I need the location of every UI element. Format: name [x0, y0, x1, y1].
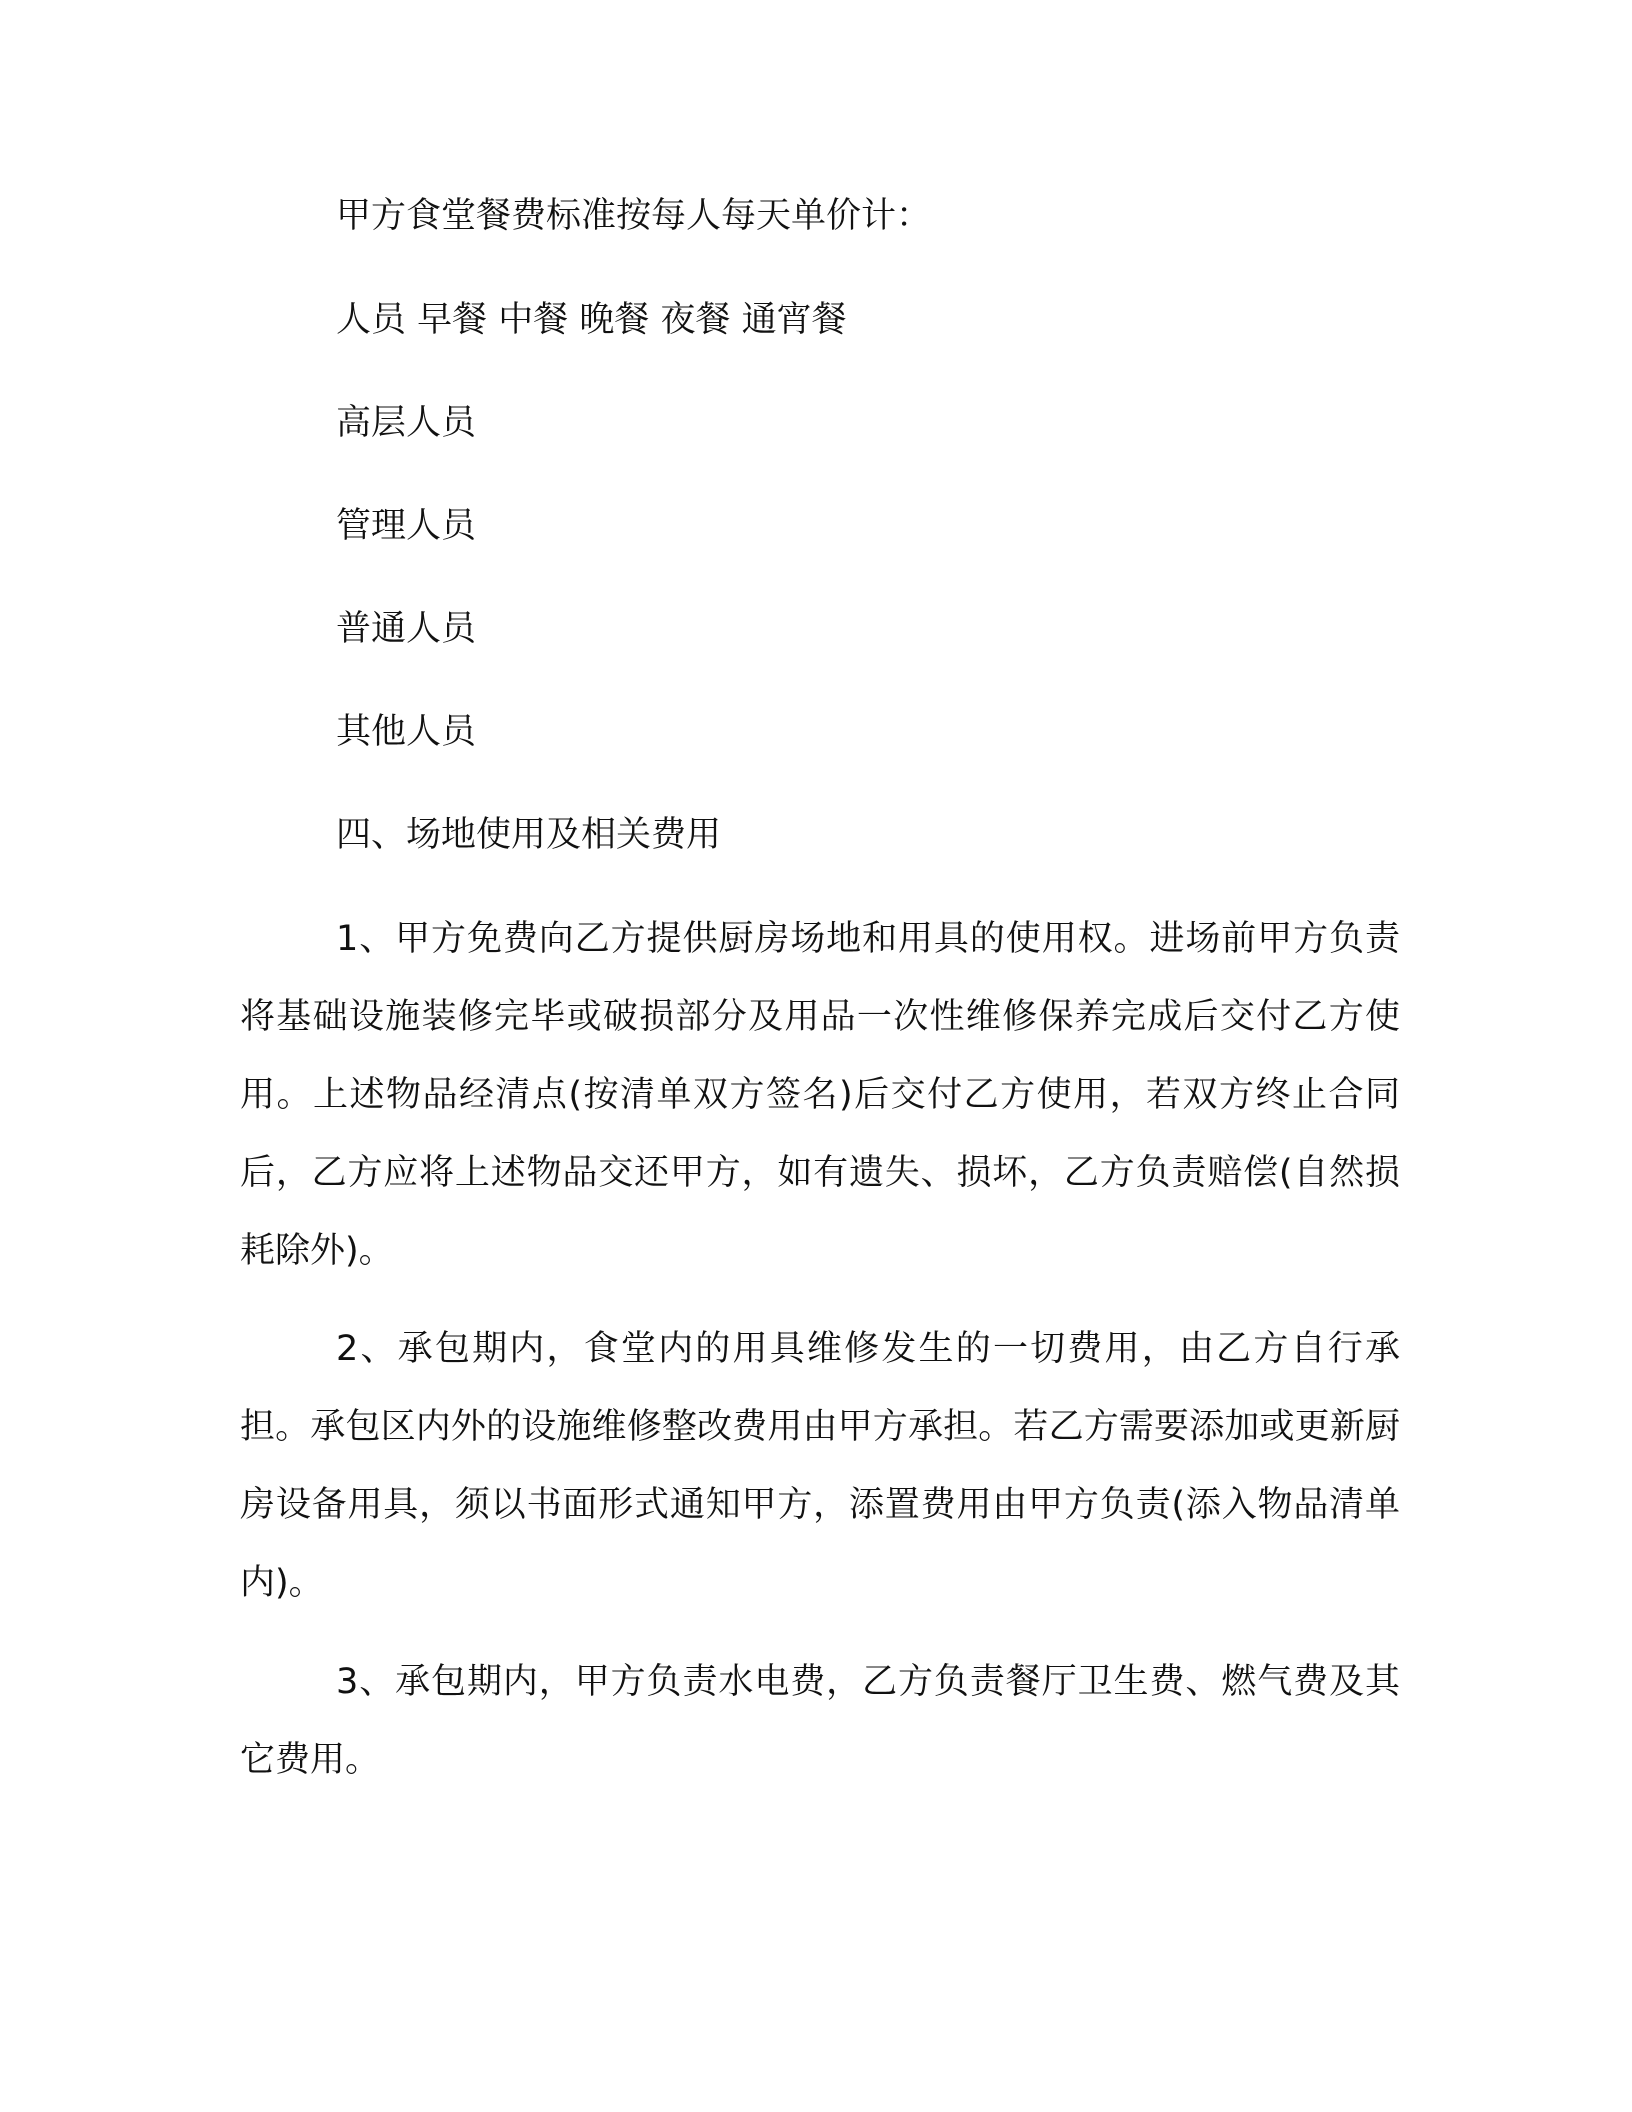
meal-fee-intro: 甲方食堂餐费标准按每人每天单价计：: [336, 196, 932, 236]
staff-category-management: 管理人员: [336, 506, 477, 546]
meal-table-header: 人员 早餐 中餐 晚餐 夜餐 通宵餐: [336, 300, 847, 340]
clause-1-paragraph: 1、甲方免费向乙方提供厨房场地和用具的使用权。进场前甲方负责将基础设施装修完毕或破损部分及用品一次性维修保养完成后交付乙方使用。上述物品经清点(按清单双方签名)后交付乙方使用，若双方终止合同后，乙方应将上述物品交还甲方，如有遗失、损坏，乙方负责赔偿(自然损耗除外)。: [240, 919, 1400, 1271]
staff-category-senior: 高层人员: [336, 403, 477, 443]
staff-category-other: 其他人员: [336, 712, 477, 752]
staff-category-regular: 普通人员: [336, 609, 477, 649]
clause-3-paragraph: 3、承包期内，甲方负责水电费，乙方负责餐厅卫生费、燃气费及其它费用。: [240, 1662, 1400, 1780]
section-heading-4: 四、场地使用及相关费用: [336, 815, 722, 855]
clause-2-paragraph: 2、承包期内，食堂内的用具维修发生的一切费用，由乙方自行承担。承包区内外的设施维修整改费用由甲方承担。若乙方需要添加或更新厨房设备用具，须以书面形式通知甲方，添置费用由甲方负责(添入物品清单内)。: [240, 1329, 1400, 1603]
